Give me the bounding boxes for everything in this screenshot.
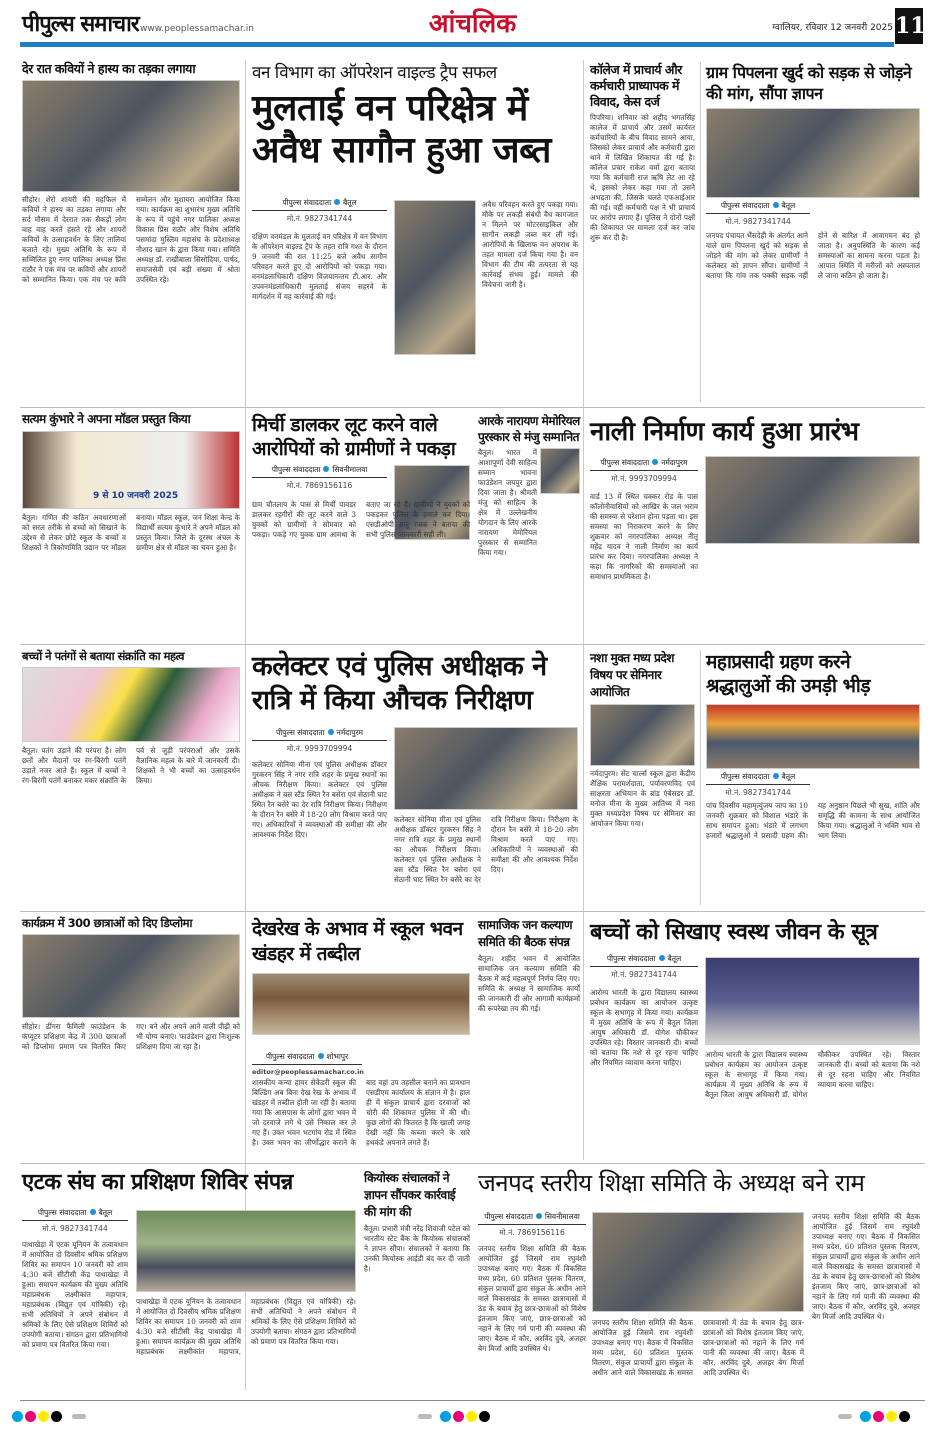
headline: कियोस्क संचालकों ने ज्ञापन सौंपकर कार्रवाई की मांग की <box>364 1171 456 1219</box>
registration-marks-right <box>830 1407 912 1426</box>
byline <box>252 728 387 741</box>
byline <box>252 1052 362 1065</box>
dateline: ग्वालियर, रविवार 12 जनवरी 2025 <box>772 23 893 33</box>
bullet-icon <box>328 729 334 735</box>
black-dot <box>899 1411 910 1422</box>
byline <box>590 954 698 967</box>
bullet-icon <box>323 466 329 472</box>
byline-block <box>252 728 387 900</box>
story-body: बैतूल। शहीद भवन में आयोजित सामाजिक जन कल्याण समिति की बैठक में कई महत्वपूर्ण निर्णय लिए गए। समिति के अध्यक्ष ने सामाजिक कार्यों की जानकारी दी और आगामी कार्यक्रमों की रूपरेखा तय की गई। <box>478 954 580 1013</box>
story-body: दक्षिण वनमंडल के मुलताई वन परिक्षेत्र में वन विभाग के ऑपरेशन वाइल्ड ट्रैप के तहत रात्रि गश्त के दौरान 9 जनवरी की रात 11:25 बजे अवैध सागौन परिवहन करते हुए दो आरोपियों को पकड़ा गया। वनमंडलाधिकारी दक्षिण विजयानन्तम टी.आर. और उपवनमंडलाधिकारी मुलताई संजय सहरवे के मार्गदर्शन में यह कार्रवाई की गई। <box>252 232 387 301</box>
byline <box>478 1212 586 1225</box>
headline: जनपद स्तरीय शिक्षा समिति के अध्यक्ष बने राम <box>478 1169 865 1197</box>
bullet-icon <box>90 1209 96 1215</box>
photo-committee <box>592 1212 804 1312</box>
bullet-icon <box>334 199 340 205</box>
story-body: बैतूल। पतंग उड़ाने की परंपरा है। लोग छतों और मैदानों पर रंग-बिरंगी पतंगें उड़ाते नजर आते हैं। स्कूल में बच्चों ने रंग-बिरंगी पतंगें बनाकर मकर संक्रांति के पर्व से जुड़ी परंपराओं और उसके वैज्ञानिक महत्व के बारे में जानकारी दी। शिक्षकों ने भी बच्चों का उत्साहवर्धन किया। <box>22 746 240 786</box>
registration-marks-left <box>12 1407 94 1426</box>
byline <box>22 1208 128 1221</box>
story-poets <box>22 62 240 391</box>
story-body-cont: पाथाखेड़ा में एटक यूनियन के तत्वावधान में आयोजित दो दिवसीय श्रमिक प्रशिक्षण शिविर का समापन 10 जनवरी को शाम 4:30 बजे सीटीसी केंद्र पाथाखेड़ा में हुआ। समापन कार्यक्रम की मुख्य अतिथि महाप्रबंधक लक्ष्मीकांत महापात्र, महाप्रबंधक (विद्युत एवं यांत्रिकी) रहे। सभी अतिथियों ने अपने संबोधन में श्रमिकों के लिए ऐसे प्रशिक्षण शिविरों को उपयोगी बताया। संगठन द्वारा प्रतिभागियों को प्रमाण पत्र वितरित किया गया। <box>136 1297 356 1356</box>
reporter: पीपुल्स संवाददाता <box>606 954 656 963</box>
headline: कॉलेज में प्राचार्य और कर्मचारी प्राध्यापक में विवाद, केस दर्ज <box>590 62 682 109</box>
headline: नशा मुक्त मध्य प्रदेश विषय पर सेमिनार आयोजित <box>590 651 674 699</box>
row-divider <box>20 911 925 912</box>
bullet-icon <box>536 1213 542 1219</box>
story-body: आरोग्य भारती के द्वारा विद्यालय स्वास्थ्य प्रबोधन कार्यक्रम का आयोजन उत्कृष्ट स्कूल के सभागृह में किया गया। कार्यक्रम में मुख्य अतिथि के रूप में बैतूल जिला आयुष अधिकारी डॉ. योगेश चौकीकर उपस्थित रहे। विस्तार जानकारी दी। बच्चों को बताया कि नशे से दूर रहना चाहिए और नियमित व्यायाम करना चाहिए। <box>590 988 698 1067</box>
reporter: पीपुल्स संवाददाता <box>37 1208 87 1217</box>
grey-bar <box>418 1414 432 1419</box>
photo-manju <box>540 448 580 494</box>
section-title: आंचलिक <box>428 9 517 39</box>
headline: महाप्रसादी ग्रहण करने श्रद्धालुओं की उमड़ी भीड़ <box>706 651 871 697</box>
mobile-number: मो.नं. 9827341744 <box>42 1224 108 1233</box>
story-committee <box>478 917 580 1134</box>
row-divider <box>20 1163 925 1164</box>
story-body: बैतूल। गणित की कठिन अवधारणाओं को सरल तरीके से बच्चों को सिखाने के उद्देश्य से लेकर छोटे स्कूल के बच्चों व शिक्षकों ने त्रिकोणमिति उद्यान पर मॉडल बनाया। मॉडल स्कूल, जन शिक्षा केन्द्र के विद्यार्थी सत्यम कुंभारे ने अपने मॉडल को प्रस्तुत किया। जिले के दूरस्थ अंचल के ग्रामीण क्षेत्र से मॉडल का चयन हुआ है। <box>22 512 240 552</box>
black-dot <box>51 1411 62 1422</box>
story-aitac <box>22 1170 357 1195</box>
byline-block <box>22 1208 128 1390</box>
page-number: 11 <box>895 8 923 44</box>
place: बैतूल <box>98 1208 113 1217</box>
reporter: पीपुल्स संवाददाता <box>265 1052 315 1061</box>
byline-block <box>478 1212 586 1384</box>
mobile-number: मो.नं. 9827341744 <box>286 214 353 223</box>
story-mahaprasadi <box>706 650 920 893</box>
magenta-dot <box>873 1411 884 1422</box>
mobile-number: मो.नं. 7869156116 <box>499 1228 565 1237</box>
byline <box>590 458 698 471</box>
story-healthy-life <box>590 920 920 945</box>
story-body-cont: जनपद स्तरीय शिक्षा समिति की बैठक आयोजित हुई जिसमें राम रघुवंशी उपाध्यक्ष बनाए गए। बैठक में विकसित मध्य प्रदेश, 60 प्रतिशत पुस्तक वितरण, संकुल प्राचार्यों द्वारा संकुल के अधीन आने वाले विकासखंड के समस्त छात्रावासों में ठंड के बचाव हेतु छात्र-छात्राओं को विशेष इंतजाम किए जाएं, छात्र-छात्राओं को नहाने के लिए गर्म पानी की व्यवस्था की जाए। बैठक में कौर, अरविंद दुबे, अजहर बेग मिर्जा आदि उपस्थित थे। <box>812 1212 920 1321</box>
bullet-icon <box>773 773 779 779</box>
photo-drain <box>705 456 920 544</box>
byline <box>706 772 810 785</box>
reporter: पीपुल्स संवाददाता <box>282 198 332 207</box>
column-divider <box>700 650 701 905</box>
story-kites <box>22 650 240 896</box>
story-kiosk <box>364 1170 470 1384</box>
column-divider <box>583 60 584 1160</box>
story-school-building <box>252 917 470 1035</box>
story-body-cont: कलेक्टर सोनिया मीना एवं पुलिस अधीक्षक डॉक्टर गुरकरन सिंह ने नगर रात्रि शहर के प्रमुख स्थानों का औचक निरीक्षण किया। कलेक्टर एवं पुलिस अधीक्षक ने बस स्टैंड स्थित रैन बसेरा एवं सेठानी घाट स्थित रैन बसेरे का देर रात्रि निरीक्षण किया। निरीक्षण के दौरान रैन बसेरे में 18-20 लोग विश्राम करते पाए गए। अधिकारियों ने व्यवस्थाओं की समीक्षा की और आवश्यक निर्देश दिए। <box>394 815 578 884</box>
story-body: जनपद स्तरीय शिक्षा समिति की बैठक आयोजित हुई जिसमें राम रघुवंशी उपाध्यक्ष बनाए गए। बैठक में विकसित मध्य प्रदेश, 60 प्रतिशत पुस्तक वितरण, संकुल प्राचार्यों द्वारा संकुल के अधीन आने वाले विकासखंड के समस्त छात्रावासों में ठंड के बचाव हेतु छात्र-छात्राओं को विशेष इंतजाम किए जाएं, छात्र-छात्राओं को नहाने के लिए गर्म पानी की व्यवस्था की जाए। बैठक में कौर, अरविंद दुबे, अजहर बेग मिर्जा आदि उपस्थित थे। <box>478 1244 586 1353</box>
byline <box>252 198 387 211</box>
bullet-icon <box>652 459 658 465</box>
headline: नाली निर्माण कार्य हुआ प्रारंभ <box>590 417 859 447</box>
place: सिवनीमालवा <box>332 465 368 474</box>
place: बैतूल <box>343 198 357 207</box>
headline: देखरेख के अभाव में स्कूल भवन खंडहर में तब्दील <box>252 918 463 965</box>
cyan-dot <box>12 1411 23 1422</box>
place: बैतूल <box>781 201 796 210</box>
place: बैतूल <box>667 954 682 963</box>
story-body: बैतूल। भारत में आशापूर्णा देवी साहित्य सम्मान भावना फाउंडेशन जयपुर द्वारा दिया जाता है। श्रीमती मंजु को साहित्य के क्षेत्र में उल्लेखनीय योगदान के लिए आरके नारायण मेमोरियल पुरस्कार से सम्मानित किया गया। <box>478 448 537 557</box>
story-body: जनपद पंचायत भैंसदेही के अंतर्गत आने वाले ग्राम पिपलना खुर्द को सड़क से जोड़ने की मांग को लेकर ग्रामीणों ने कलेक्टर को ज्ञापन सौंपा। ग्रामीणों ने बताया कि गांव तक पक्की सड़क नहीं होने से बारिश में आवागमन बंद हो जाता है। अनुपस्थिति के कारण कई समस्याओं का सामना करना पड़ता है। आपात स्थिति में मरीजों को अस्पताल ले जाना कठिन हो जाता है। <box>706 231 920 280</box>
story-college-dispute <box>590 62 695 395</box>
editor-email[interactable]: editor@peoplessamachar.co.in <box>252 1068 364 1076</box>
headline: कलेक्टर एवं पुलिस अधीक्षक ने रात्रि में किया औचक निरीक्षण <box>252 651 547 716</box>
mobile-number: मो.नं. 9827341744 <box>611 970 677 979</box>
photo-exhibition <box>22 431 240 509</box>
reporter: पीपुल्स संवाददाता <box>271 465 321 474</box>
footer-rule <box>20 1400 925 1401</box>
yellow-dot <box>38 1411 49 1422</box>
byline-block <box>590 954 698 1153</box>
photo-kites <box>22 667 240 742</box>
reporter: पीपुल्स संवाददाता <box>600 458 650 467</box>
place: शोभापुर <box>326 1052 349 1061</box>
byline-block <box>252 1052 362 1076</box>
photo-memorandum <box>706 108 920 198</box>
masthead-rule <box>20 42 894 47</box>
registration-marks-center <box>410 1407 492 1426</box>
story-diploma <box>22 917 240 1158</box>
banner-date: 9 से 10 जनवरी 2025 <box>93 490 179 501</box>
black-dot <box>479 1411 490 1422</box>
story-body: सीहोर। ढींगरा फैमिली फाउंडेशन के कंप्यूटर प्रशिक्षण केंद्र में 300 छात्राओं को डिप्लोमा प्रमाण पत्र वितरित किए गए। बने और अपने आने वाली पीढ़ी को भी योग्य बनाएं। फाउंडेशन द्वारा निःशुल्क प्रशिक्षण दिया जा रहा है। <box>22 1022 240 1052</box>
place: बैतूल <box>781 772 796 781</box>
mobile-number: मो.नं. 9993709994 <box>286 744 353 753</box>
photo-devotees <box>706 704 920 769</box>
reporter: पीपुल्स संवाददाता <box>275 728 325 737</box>
story-body: पाथाखेड़ा में एटक यूनियन के तत्वावधान में आयोजित दो दिवसीय श्रमिक प्रशिक्षण शिविर का समापन 10 जनवरी को शाम 4:30 बजे सीटीसी केंद्र पाथाखेड़ा में हुआ। समापन कार्यक्रम की मुख्य अतिथि महाप्रबंधक लक्ष्मीकांत महापात्र, महाप्रबंधक (विद्युत एवं यांत्रिकी) रहे। सभी अतिथियों ने अपने संबोधन में श्रमिकों के लिए ऐसे प्रशिक्षण शिविरों को उपयोगी बताया। संगठन द्वारा प्रतिभागियों को प्रमाण पत्र वितरित किया गया। <box>22 1240 128 1349</box>
headline: बच्चों को सिखाए स्वस्थ जीवन के सूत्र <box>590 920 878 945</box>
byline-block <box>590 458 698 484</box>
story-seminar <box>590 650 695 899</box>
headline: सत्यम कुंभारे ने अपना मॉडल प्रस्तुत किया <box>22 412 191 426</box>
story-body: वार्ड 13 में स्थित चक्कर रोड के पास कॉलोनीवासियों को आखिर के जल भराव की समस्या से परेशान होना पड़ता था। इस समस्या का निराकरण करने के लिए शुक्रवार को नगरपालिका अध्यक्ष नीतू महेंद्र यादव ने नाली निर्माण का कार्य प्रारंभ कर दिया। नगरपालिका अध्यक्ष ने कहा कि नागरिकों की समस्याओं का समाधान प्राथमिकता है। <box>590 492 698 581</box>
mobile-number: मो.नं. 7869156116 <box>286 481 353 490</box>
photo-health-program <box>705 957 920 1045</box>
magenta-dot <box>453 1411 464 1422</box>
story-body: पिपरिया। शनिवार को शहीद भगतसिंह कालेज में प्राचार्य और उसमें कार्यरत कर्मचारियों के बीच विवाद सामने आया, जिसको लेकर प्राचार्य और कर्मचारी द्वारा थाने में लिखित शिकायत की गई है। कॉलेज प्रचार राकेश वर्मा द्वारा बताया गया कि कर्मचारी राज ऋषि लेट आ रहे थे, इसको लेकर कहा गया तो उसने अभद्रता की, जिसके चलते एफआईआर की गई। वहीं कर्मचारी पक्ष ने भी प्राचार्य पर आरोप लगाए हैं। पुलिस ने दोनों पक्षों की शिकायत पर मामला दर्ज कर जांच शुरू कर दी है। <box>590 113 695 242</box>
story-body-cont: आरोग्य भारती के द्वारा विद्यालय स्वास्थ्य प्रबोधन कार्यक्रम का आयोजन उत्कृष्ट स्कूल के सभागृह में किया गया। कार्यक्रम में मुख्य अतिथि के रूप में बैतूल जिला आयुष अधिकारी डॉ. योगेश चौकीकर उपस्थित रहे। विस्तार जानकारी दी। बच्चों को बताया कि नशे से दूर रहना चाहिए और नियमित व्यायाम करना चाहिए। <box>705 1050 920 1099</box>
story-body: ग्राम चौतलाय के पास से मिर्ची पावडर डालकर रहगीरों की लूट करने वाले 3 युवकों को ग्रामीणों ने सोमवार को पकड़ा। पकड़े गए युवक ग्राम आमथा के बताए जा रहे हैं। ग्रामीणों ने युवकों को पकड़कर पुलिस के हवाले कर दिया। एसडीओपी राजू रजक ने बताया की सभी पुलिस जानकारी सही ली। <box>252 500 470 539</box>
mobile-number: मो.नं. 9993709994 <box>611 474 677 483</box>
story-model <box>22 413 240 633</box>
headline: मुलताई वन परिक्षेत्र में अवैध सागौन हुआ जब्त <box>252 87 551 171</box>
story-body: बैतूल। प्रभारी मंत्री नरेंद्र शिवाजी पटेल को भारतीय स्टेट बैंक के कियोस्क संचालकों ने ज्ञापन सौंपा। संचालकों ने बताया कि उनकी कियोस्क आईडी बंद कर दी जाती है। <box>364 1224 470 1273</box>
reporter: पीपुल्स संवाददाता <box>720 201 770 210</box>
yellow-dot <box>886 1411 897 1422</box>
magenta-dot <box>25 1411 36 1422</box>
photo-teak <box>394 200 476 355</box>
photo-ruined-school <box>252 973 470 1035</box>
headline: देर रात कवियों ने हास्य का तड़का लगाया <box>22 61 196 76</box>
headline: सामाजिक जन कल्याण समिति की बैठक संपन्न <box>478 918 573 949</box>
story-body: पांच दिवसीय महामृत्युंजय जाप का 10 जनवरी शुक्रवार को विशाल भंडारे के साथ समापन हुआ। भंडारे में लगभग हजारों श्रद्धालुओं ने प्रसादी ग्रहण की। यह अनुष्ठान पिछले भी सुख, शांति और समृद्धि की कामना के साथ आयोजित किया गया। श्रद्धालुओं ने भक्ति भाव से भाग लिया। <box>706 801 920 840</box>
headline: मिर्ची डालकर लूट करने वाले आरोपियों को ग्रामीणों ने पकड़ा <box>252 414 456 460</box>
photo-poets <box>22 80 240 192</box>
cyan-dot <box>860 1411 871 1422</box>
bullet-icon <box>318 1053 324 1059</box>
story-inspection <box>252 650 578 718</box>
masthead <box>0 0 945 46</box>
mobile-number: मो.नं. 9827341744 <box>725 788 791 797</box>
reporter: पीपुल्स संवाददाता <box>484 1212 533 1221</box>
bullet-icon <box>659 955 665 961</box>
story-body: शासकीय कन्या हायर सेकेंडरी स्कूल की बिल्डिंग अब बिना देख रेख के अभाव में खंडहर में तब्दील होती जा रही है। बताया गया कि आसपास के लोगों द्वारा भवन में जो दरवाजे लगे थे उसे निकाल कर ले गए हैं। उक्त भवन भटगांव रोड में स्थित है। उक्त भवन का जीर्णोद्धार कराने के बाद वहां उप तहसील बनाने का प्रावधान एसडीएम कार्यालय के संज्ञान में है। हाल ही में संकुल प्राचार्य द्वारा दरवाजों को चोरी की शिकायत पुलिस में की थी। कुछ लोगों की फितरत है कि खाली जगह देखी नहीं कि कब्जा करने के सारे हथकंडे अपनाने लगते हैं। <box>252 1078 470 1147</box>
story-chilli-robbery <box>252 413 470 461</box>
yellow-dot <box>466 1411 477 1422</box>
grey-bar <box>838 1414 852 1419</box>
story-body-cont: अवैध परिवहन करते हुए पकड़ा गया। मौके पर लकड़ी संबंधी वैध कागजात न मिलने पर मोटरसाइकिल और सागौन लकड़ी जब्त कर ली गई। आरोपियों के खिलाफ वन अपराध के तहत मामला दर्ज किया गया है। वन विभाग की टीम की तत्परता से यह कार्रवाई संभव हुई। मामले की विवेचना जारी है। <box>482 200 578 289</box>
headline: कार्यक्रम में 300 छात्राओं को दिए डिप्लोमा <box>22 916 192 930</box>
place: नर्मदापुरम <box>336 728 364 737</box>
mobile-number: मो.नं. 9827341744 <box>725 217 791 226</box>
story-road-demand <box>706 62 920 381</box>
place: सिवनीमालवा <box>544 1212 580 1221</box>
headline: ग्राम पिपलना खुर्द को सड़क से जोड़ने की मांग, सौंपा ज्ञापन <box>706 63 912 103</box>
byline <box>252 465 387 478</box>
newspaper-logo: पीपुल्स समाचार <box>22 12 139 37</box>
story-award <box>478 413 580 613</box>
story-education-committee <box>478 1170 920 1198</box>
grey-bar <box>72 1414 86 1419</box>
row-divider <box>20 644 925 645</box>
row-divider <box>20 407 925 408</box>
story-body: सीहोर। शेरो शायरी की महफिल में कवियों ने हास्य का तड़का लगाया और सर्द मौसम में देररात तक सैकड़ों लोग वाह वाह करते हंसते रहे और शायरों कवियों के उत्साहवर्धन के लिए तालियां बजाते रहे। मुख्य अतिथि के रूप में सम्मिलित हुए नगर पालिका अध्यक्ष प्रिंस राठौर ने एक मंच पर कवियों और शायरों को सम्मानित किया। एक मंच पर कवि सम्मेलन और मुशायरा आयोजित किया गया। कार्यक्रम का शुभारंभ मुख्य अतिथि के रूप में पहुंचे नगर पालिका अध्यक्ष विकास प्रिंस राठौर और विशेष अतिथि पसमांदा मुस्लिम महासंघ के प्रदेशाध्यक्ष नौशाद खान के द्वारा किया गया। समिति अध्यक्ष डॉ. राखीबाला सिसोदिया, पार्षद, समाजसेवी एवं बड़ी संख्या में श्रोता उपस्थित रहे। <box>22 195 240 285</box>
story-body: नर्मदापुरम। सेंट चार्ल्स स्कूल द्वारा केंद्रीय शैक्षिक परामर्शदाता, पर्यावरणविद एवं साक्षरता अभियान के ब्रांड एंबेसडर डॉ. मनोज मीना के मुख्य आतिथ्य में नशा मुक्त मध्यप्रदेश विषय पर सेमिनार का आयोजन किया गया। <box>590 769 695 828</box>
photo-inspection <box>394 727 578 810</box>
byline-block <box>252 465 387 491</box>
byline <box>706 201 810 214</box>
column-divider <box>700 62 701 402</box>
photo-seminar <box>590 704 695 766</box>
place: नर्मदापुरम <box>661 458 688 467</box>
story-body: कलेक्टर सोनिया मीना एवं पुलिस अधीक्षक डॉक्टर गुरकरन सिंह ने नगर रात्रि शहर के प्रमुख स्थानों का औचक निरीक्षण किया। कलेक्टर एवं पुलिस अधीक्षक ने बस स्टैंड स्थित रैन बसेरा एवं सेठानी घाट स्थित रैन बसेरे का देर रात्रि निरीक्षण किया। निरीक्षण के दौरान रैन बसेरे में 18-20 लोग विश्राम करते पाए गए। अधिकारियों ने व्यवस्थाओं की समीक्षा की और आवश्यक निर्देश दिए। <box>252 760 387 839</box>
story-teak-seizure <box>252 64 578 172</box>
story-body-cont: जनपद स्तरीय शिक्षा समिति की बैठक आयोजित हुई जिसमें राम रघुवंशी उपाध्यक्ष बनाए गए। बैठक में विकसित मध्य प्रदेश, 60 प्रतिशत पुस्तक वितरण, संकुल प्राचार्यों द्वारा संकुल के अधीन आने वाले विकासखंड के समस्त छात्रावासों में ठंड के बचाव हेतु छात्र-छात्राओं को विशेष इंतजाम किए जाएं, छात्र-छात्राओं को नहाने के लिए गर्म पानी की व्यवस्था की जाए। बैठक में कौर, अरविंद दुबे, अजहर बेग मिर्जा आदि उपस्थित थे। <box>592 1318 804 1377</box>
photo-diploma <box>22 934 240 1018</box>
headline: एटक संघ का प्रशिक्षण शिविर संपन्न <box>22 1170 293 1195</box>
kicker: वन विभाग का ऑपरेशन वाइल्ड ट्रैप सफल <box>252 63 497 83</box>
headline: आरके नारायण मेमोरियल पुरस्कार से मंजु सम्मानित <box>478 414 580 444</box>
website-url[interactable]: www.peoplessamachar.in <box>140 24 254 34</box>
reporter: पीपुल्स संवाददाता <box>720 772 770 781</box>
cyan-dot <box>440 1411 451 1422</box>
byline-block <box>252 198 387 392</box>
headline: बच्चों ने पतंगों से बताया संक्रांति का महत्व <box>22 649 185 663</box>
photo-training-camp <box>136 1210 356 1292</box>
story-drain <box>590 418 920 448</box>
bullet-icon <box>773 202 779 208</box>
